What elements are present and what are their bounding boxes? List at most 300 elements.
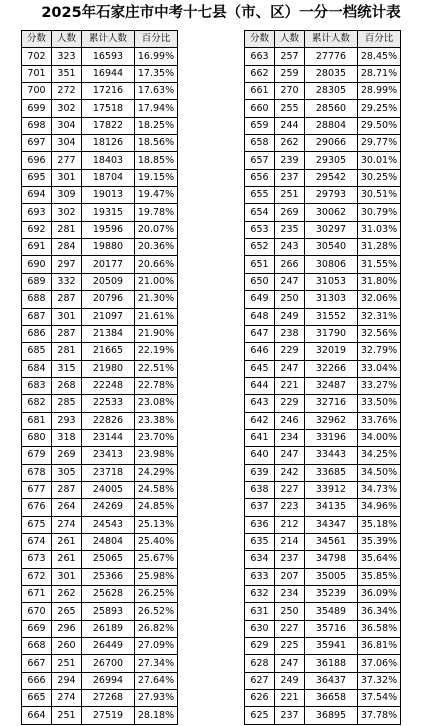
cell-cumulative: 18126 xyxy=(82,135,135,152)
cell-cumulative: 31552 xyxy=(305,308,358,325)
table-row xyxy=(245,343,401,360)
cell-cumulative: 32487 xyxy=(305,377,358,394)
cell-cumulative: 35005 xyxy=(305,568,358,585)
cell-score: 673 xyxy=(22,551,52,568)
cell-count: 250 xyxy=(275,291,305,308)
cell-cumulative: 34135 xyxy=(305,499,358,516)
table-row xyxy=(22,152,178,169)
cell-count: 235 xyxy=(275,221,305,238)
cell-count: 229 xyxy=(275,395,305,412)
cell-cumulative: 24804 xyxy=(82,533,135,550)
cell-cumulative: 25366 xyxy=(82,568,135,585)
cell-score: 686 xyxy=(22,325,52,342)
cell-percent: 31.03% xyxy=(358,221,401,238)
table-row xyxy=(22,308,178,325)
cell-score: 635 xyxy=(245,533,275,550)
header-cumulative: 累计人数 xyxy=(305,31,358,48)
score-table-left xyxy=(21,30,178,725)
table-row xyxy=(245,516,401,533)
cell-percent: 31.28% xyxy=(358,239,401,256)
cell-cumulative: 21097 xyxy=(82,308,135,325)
cell-cumulative: 22826 xyxy=(82,412,135,429)
cell-count: 251 xyxy=(52,655,82,672)
cell-cumulative: 19315 xyxy=(82,204,135,221)
table-row xyxy=(22,169,178,186)
cell-score: 652 xyxy=(245,239,275,256)
cell-percent: 29.25% xyxy=(358,100,401,117)
table-row xyxy=(245,48,401,65)
cell-cumulative: 35941 xyxy=(305,638,358,655)
cell-score: 697 xyxy=(22,135,52,152)
cell-cumulative: 17216 xyxy=(82,83,135,100)
table-row xyxy=(245,672,401,689)
cell-cumulative: 32266 xyxy=(305,360,358,377)
table-row xyxy=(245,620,401,637)
cell-cumulative: 29793 xyxy=(305,187,358,204)
cell-count: 237 xyxy=(275,707,305,724)
table-row xyxy=(22,481,178,498)
cell-count: 293 xyxy=(52,412,82,429)
cell-percent: 19.78% xyxy=(135,204,178,221)
cell-count: 249 xyxy=(275,672,305,689)
cell-cumulative: 16593 xyxy=(82,48,135,65)
table-row xyxy=(245,256,401,273)
cell-score: 678 xyxy=(22,464,52,481)
cell-percent: 26.52% xyxy=(135,603,178,620)
cell-count: 305 xyxy=(52,464,82,481)
cell-percent: 29.77% xyxy=(358,135,401,152)
cell-score: 693 xyxy=(22,204,52,221)
cell-cumulative: 27519 xyxy=(82,707,135,724)
score-table-right xyxy=(244,30,401,725)
cell-percent: 22.78% xyxy=(135,377,178,394)
cell-percent: 34.73% xyxy=(358,481,401,498)
cell-score: 657 xyxy=(245,152,275,169)
cell-cumulative: 31790 xyxy=(305,325,358,342)
cell-count: 223 xyxy=(275,499,305,516)
table-row xyxy=(22,239,178,256)
table-row xyxy=(245,395,401,412)
cell-percent: 19.15% xyxy=(135,169,178,186)
cell-cumulative: 35239 xyxy=(305,586,358,603)
cell-count: 332 xyxy=(52,273,82,290)
table-row xyxy=(245,65,401,82)
cell-cumulative: 31053 xyxy=(305,273,358,290)
cell-cumulative: 28035 xyxy=(305,65,358,82)
cell-cumulative: 30540 xyxy=(305,239,358,256)
cell-count: 234 xyxy=(275,586,305,603)
table-header-row xyxy=(22,31,178,48)
cell-score: 665 xyxy=(22,690,52,707)
cell-cumulative: 28305 xyxy=(305,83,358,100)
cell-percent: 30.25% xyxy=(358,169,401,186)
cell-cumulative: 19596 xyxy=(82,221,135,238)
cell-count: 269 xyxy=(52,447,82,464)
cell-score: 633 xyxy=(245,568,275,585)
cell-score: 680 xyxy=(22,429,52,446)
cell-percent: 19.47% xyxy=(135,187,178,204)
table-row xyxy=(22,447,178,464)
cell-score: 669 xyxy=(22,620,52,637)
cell-count: 264 xyxy=(52,499,82,516)
header-cumulative: 累计人数 xyxy=(82,31,135,48)
cell-score: 676 xyxy=(22,499,52,516)
cell-percent: 21.61% xyxy=(135,308,178,325)
cell-cumulative: 16944 xyxy=(82,65,135,82)
cell-percent: 34.00% xyxy=(358,429,401,446)
cell-percent: 31.80% xyxy=(358,273,401,290)
cell-percent: 21.90% xyxy=(135,325,178,342)
cell-percent: 25.40% xyxy=(135,533,178,550)
cell-count: 301 xyxy=(52,308,82,325)
table-row xyxy=(245,586,401,603)
cell-score: 644 xyxy=(245,377,275,394)
cell-count: 309 xyxy=(52,187,82,204)
cell-percent: 21.00% xyxy=(135,273,178,290)
cell-cumulative: 21384 xyxy=(82,325,135,342)
cell-score: 662 xyxy=(245,65,275,82)
table-row xyxy=(22,516,178,533)
cell-count: 249 xyxy=(275,308,305,325)
cell-percent: 36.34% xyxy=(358,603,401,620)
cell-cumulative: 32019 xyxy=(305,343,358,360)
cell-cumulative: 33196 xyxy=(305,429,358,446)
cell-count: 246 xyxy=(275,412,305,429)
cell-count: 214 xyxy=(275,533,305,550)
cell-cumulative: 27268 xyxy=(82,690,135,707)
cell-score: 679 xyxy=(22,447,52,464)
table-row xyxy=(22,65,178,82)
cell-count: 261 xyxy=(52,551,82,568)
cell-percent: 35.85% xyxy=(358,568,401,585)
cell-count: 301 xyxy=(52,568,82,585)
cell-percent: 36.58% xyxy=(358,620,401,637)
table-row xyxy=(22,256,178,273)
cell-cumulative: 23144 xyxy=(82,429,135,446)
table-row xyxy=(22,464,178,481)
cell-cumulative: 21665 xyxy=(82,343,135,360)
cell-count: 284 xyxy=(52,239,82,256)
cell-percent: 32.79% xyxy=(358,343,401,360)
cell-cumulative: 34347 xyxy=(305,516,358,533)
cell-score: 642 xyxy=(245,412,275,429)
cell-score: 668 xyxy=(22,638,52,655)
cell-score: 684 xyxy=(22,360,52,377)
cell-percent: 17.94% xyxy=(135,100,178,117)
cell-percent: 37.32% xyxy=(358,672,401,689)
cell-count: 257 xyxy=(275,48,305,65)
cell-count: 302 xyxy=(52,100,82,117)
table-row xyxy=(22,187,178,204)
cell-percent: 35.18% xyxy=(358,516,401,533)
table-row xyxy=(22,655,178,672)
cell-score: 663 xyxy=(245,48,275,65)
cell-cumulative: 33685 xyxy=(305,464,358,481)
cell-score: 628 xyxy=(245,655,275,672)
cell-score: 637 xyxy=(245,499,275,516)
cell-score: 688 xyxy=(22,291,52,308)
table-row xyxy=(245,568,401,585)
cell-cumulative: 25065 xyxy=(82,551,135,568)
cell-cumulative: 32962 xyxy=(305,412,358,429)
cell-score: 699 xyxy=(22,100,52,117)
cell-score: 674 xyxy=(22,533,52,550)
table-row xyxy=(245,707,401,724)
table-row xyxy=(245,100,401,117)
cell-percent: 36.81% xyxy=(358,638,401,655)
cell-percent: 32.56% xyxy=(358,325,401,342)
cell-percent: 23.38% xyxy=(135,412,178,429)
cell-cumulative: 31303 xyxy=(305,291,358,308)
header-score: 分数 xyxy=(22,31,52,48)
cell-percent: 33.04% xyxy=(358,360,401,377)
cell-cumulative: 36658 xyxy=(305,690,358,707)
table-row xyxy=(245,325,401,342)
cell-cumulative: 29066 xyxy=(305,135,358,152)
cell-percent: 37.54% xyxy=(358,690,401,707)
cell-count: 247 xyxy=(275,360,305,377)
table-row xyxy=(245,690,401,707)
cell-count: 212 xyxy=(275,516,305,533)
table-row xyxy=(22,83,178,100)
cell-percent: 21.30% xyxy=(135,291,178,308)
cell-score: 626 xyxy=(245,690,275,707)
cell-percent: 18.56% xyxy=(135,135,178,152)
cell-count: 259 xyxy=(275,65,305,82)
cell-cumulative: 18704 xyxy=(82,169,135,186)
cell-count: 285 xyxy=(52,395,82,412)
cell-count: 242 xyxy=(275,464,305,481)
cell-count: 302 xyxy=(52,204,82,221)
cell-score: 698 xyxy=(22,117,52,134)
cell-cumulative: 27776 xyxy=(305,48,358,65)
cell-cumulative: 20509 xyxy=(82,273,135,290)
cell-count: 239 xyxy=(275,152,305,169)
cell-score: 625 xyxy=(245,707,275,724)
cell-cumulative: 23413 xyxy=(82,447,135,464)
cell-score: 659 xyxy=(245,117,275,134)
cell-count: 274 xyxy=(52,690,82,707)
cell-count: 221 xyxy=(275,690,305,707)
cell-percent: 29.50% xyxy=(358,117,401,134)
table-row xyxy=(245,308,401,325)
cell-score: 650 xyxy=(245,273,275,290)
cell-cumulative: 29542 xyxy=(305,169,358,186)
cell-score: 687 xyxy=(22,308,52,325)
cell-count: 287 xyxy=(52,481,82,498)
cell-percent: 20.07% xyxy=(135,221,178,238)
cell-count: 266 xyxy=(275,256,305,273)
table-row xyxy=(22,551,178,568)
cell-score: 654 xyxy=(245,204,275,221)
table-row xyxy=(245,221,401,238)
cell-score: 696 xyxy=(22,152,52,169)
cell-score: 700 xyxy=(22,83,52,100)
cell-score: 648 xyxy=(245,308,275,325)
cell-cumulative: 26994 xyxy=(82,672,135,689)
cell-score: 640 xyxy=(245,447,275,464)
cell-count: 244 xyxy=(275,117,305,134)
table-row xyxy=(245,464,401,481)
cell-percent: 22.51% xyxy=(135,360,178,377)
cell-score: 683 xyxy=(22,377,52,394)
table-row xyxy=(22,412,178,429)
cell-score: 656 xyxy=(245,169,275,186)
cell-cumulative: 28804 xyxy=(305,117,358,134)
table-row xyxy=(22,360,178,377)
cell-percent: 27.64% xyxy=(135,672,178,689)
cell-score: 630 xyxy=(245,620,275,637)
cell-count: 277 xyxy=(52,152,82,169)
cell-score: 655 xyxy=(245,187,275,204)
cell-score: 694 xyxy=(22,187,52,204)
cell-score: 660 xyxy=(245,100,275,117)
cell-percent: 26.82% xyxy=(135,620,178,637)
cell-count: 221 xyxy=(275,377,305,394)
cell-count: 287 xyxy=(52,325,82,342)
cell-percent: 22.19% xyxy=(135,343,178,360)
cell-percent: 37.06% xyxy=(358,655,401,672)
cell-score: 677 xyxy=(22,481,52,498)
table-row xyxy=(22,204,178,221)
cell-cumulative: 33912 xyxy=(305,481,358,498)
cell-count: 269 xyxy=(275,204,305,221)
cell-percent: 23.08% xyxy=(135,395,178,412)
cell-cumulative: 26189 xyxy=(82,620,135,637)
cell-count: 296 xyxy=(52,620,82,637)
table-row xyxy=(22,48,178,65)
table-row xyxy=(245,377,401,394)
table-row xyxy=(245,533,401,550)
table-row xyxy=(245,412,401,429)
cell-count: 225 xyxy=(275,638,305,655)
table-row xyxy=(245,239,401,256)
cell-percent: 34.25% xyxy=(358,447,401,464)
cell-score: 670 xyxy=(22,603,52,620)
cell-count: 227 xyxy=(275,481,305,498)
cell-cumulative: 32716 xyxy=(305,395,358,412)
cell-count: 301 xyxy=(52,169,82,186)
cell-count: 274 xyxy=(52,516,82,533)
table-row xyxy=(22,395,178,412)
cell-score: 692 xyxy=(22,221,52,238)
cell-cumulative: 20796 xyxy=(82,291,135,308)
cell-percent: 18.85% xyxy=(135,152,178,169)
cell-score: 631 xyxy=(245,603,275,620)
cell-percent: 30.01% xyxy=(358,152,401,169)
cell-score: 685 xyxy=(22,343,52,360)
cell-score: 641 xyxy=(245,429,275,446)
cell-score: 651 xyxy=(245,256,275,273)
cell-count: 227 xyxy=(275,620,305,637)
table-row xyxy=(245,187,401,204)
table-row xyxy=(22,568,178,585)
cell-score: 638 xyxy=(245,481,275,498)
cell-percent: 35.64% xyxy=(358,551,401,568)
cell-count: 297 xyxy=(52,256,82,273)
table-row xyxy=(22,690,178,707)
cell-count: 250 xyxy=(275,603,305,620)
table-row xyxy=(22,533,178,550)
cell-percent: 23.98% xyxy=(135,447,178,464)
cell-score: 632 xyxy=(245,586,275,603)
cell-cumulative: 17518 xyxy=(82,100,135,117)
cell-percent: 32.06% xyxy=(358,291,401,308)
cell-percent: 18.25% xyxy=(135,117,178,134)
cell-percent: 17.35% xyxy=(135,65,178,82)
table-row xyxy=(22,135,178,152)
table-row xyxy=(245,291,401,308)
cell-score: 702 xyxy=(22,48,52,65)
cell-cumulative: 34561 xyxy=(305,533,358,550)
table-row xyxy=(22,429,178,446)
cell-cumulative: 22533 xyxy=(82,395,135,412)
cell-percent: 28.71% xyxy=(358,65,401,82)
header-score: 分数 xyxy=(245,31,275,48)
cell-count: 247 xyxy=(275,655,305,672)
cell-count: 351 xyxy=(52,65,82,82)
cell-percent: 28.18% xyxy=(135,707,178,724)
cell-count: 251 xyxy=(52,707,82,724)
cell-cumulative: 35489 xyxy=(305,603,358,620)
cell-score: 672 xyxy=(22,568,52,585)
cell-count: 247 xyxy=(275,273,305,290)
table-row xyxy=(22,586,178,603)
cell-percent: 27.09% xyxy=(135,638,178,655)
table-row xyxy=(22,221,178,238)
cell-score: 682 xyxy=(22,395,52,412)
table-row xyxy=(22,707,178,724)
cell-count: 315 xyxy=(52,360,82,377)
cell-cumulative: 20177 xyxy=(82,256,135,273)
cell-cumulative: 26449 xyxy=(82,638,135,655)
cell-cumulative: 33443 xyxy=(305,447,358,464)
cell-cumulative: 34798 xyxy=(305,551,358,568)
table-row xyxy=(22,291,178,308)
cell-score: 664 xyxy=(22,707,52,724)
table-row xyxy=(22,620,178,637)
cell-cumulative: 25628 xyxy=(82,586,135,603)
table-row xyxy=(245,603,401,620)
cell-cumulative: 36188 xyxy=(305,655,358,672)
cell-percent: 31.55% xyxy=(358,256,401,273)
cell-score: 646 xyxy=(245,343,275,360)
table-row xyxy=(22,672,178,689)
table-row xyxy=(22,377,178,394)
cell-percent: 36.09% xyxy=(358,586,401,603)
cell-percent: 32.31% xyxy=(358,308,401,325)
cell-score: 667 xyxy=(22,655,52,672)
table-row xyxy=(245,499,401,516)
table-row xyxy=(22,325,178,342)
cell-percent: 33.76% xyxy=(358,412,401,429)
table-row xyxy=(22,100,178,117)
cell-percent: 27.34% xyxy=(135,655,178,672)
cell-cumulative: 23718 xyxy=(82,464,135,481)
cell-score: 636 xyxy=(245,516,275,533)
table-row xyxy=(245,551,401,568)
cell-cumulative: 30297 xyxy=(305,221,358,238)
table-row xyxy=(245,447,401,464)
cell-count: 237 xyxy=(275,169,305,186)
cell-count: 251 xyxy=(275,187,305,204)
cell-score: 643 xyxy=(245,395,275,412)
header-percent: 百分比 xyxy=(358,31,401,48)
cell-count: 243 xyxy=(275,239,305,256)
cell-count: 237 xyxy=(275,551,305,568)
cell-percent: 16.99% xyxy=(135,48,178,65)
cell-count: 265 xyxy=(52,603,82,620)
